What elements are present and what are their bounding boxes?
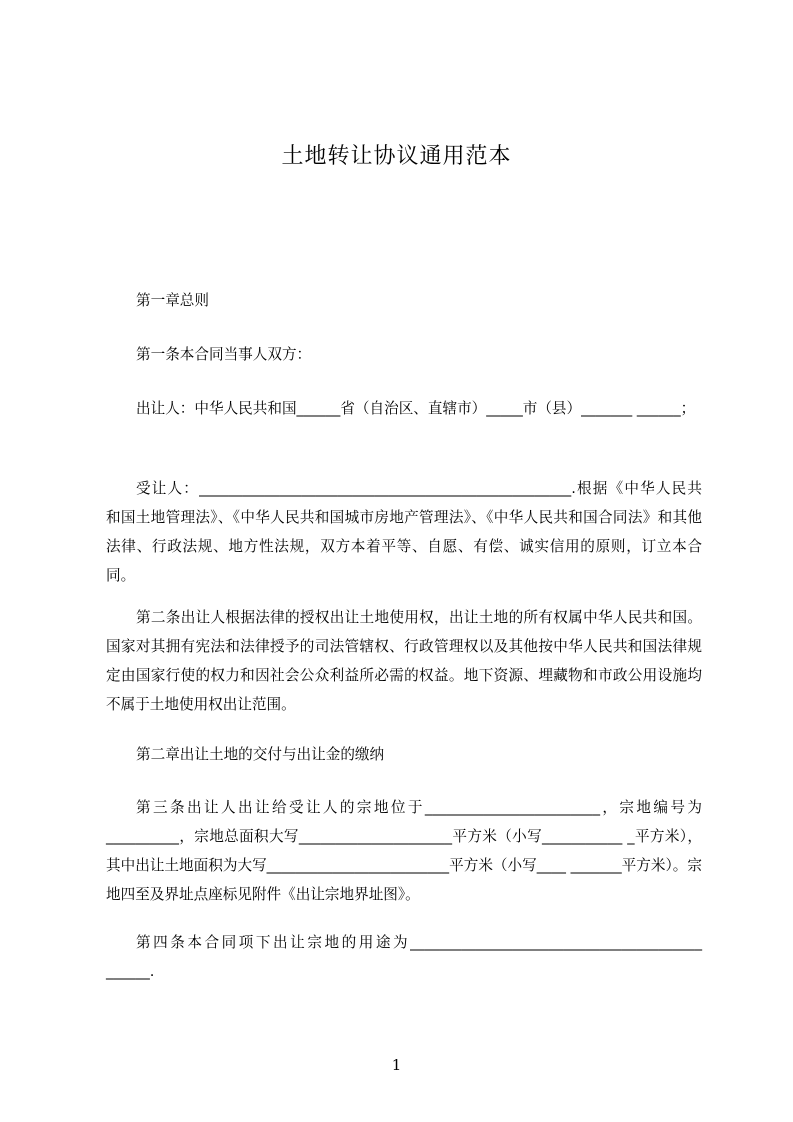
- article-2-paragraph: 第二条出让人根据法律的授权出让土地使用权，出让土地的所有权属中华人民共和国。国家对其拥有宪法和法律授予的司法管辖权、行政管理权以及其他按中华人民共和国法律规定由国家行使的权力和因社会公众利益所必需的权益。地下资源、埋藏物和市政公用设施均不属于土地使用权出让范围。: [106, 609, 702, 713]
- article-1-heading: 第一条本合同当事人双方：: [136, 346, 312, 363]
- transferor-paragraph: 出让人：中华人民共和国______省（自治区、直辖市）_____市（县）_______ ______；: [136, 400, 696, 417]
- chapter-2-heading: 第二章出让土地的交付与出让金的缴纳: [136, 746, 385, 763]
- page-number: 1: [391, 1056, 402, 1074]
- article-4-paragraph: 第四条本合同项下出让宗地的用途为________________________________________ ______.: [106, 934, 702, 980]
- article-3-paragraph: 第三条出让人出让给受让人的宗地位于________________________，宗地编号为__________，宗地总面积大写_____________________平方米（小写___________ _平方米），其中出让土地面积为大写_________________________平方米（小写____ _______平方米）。宗地四至及界址点座标见附件《出让宗地界址图》。: [106, 799, 702, 903]
- transferee-paragraph: 受让人：___________________________________________________.根据《中华人民共和国土地管理法》、《中华人民共和国城市房地产管理法》、《中华人民共和国合同法》和其他法律、行政法规、地方性法规，双方本着平等、自愿、有偿、诚实信用的原则，订立本合同。: [106, 480, 702, 584]
- chapter-1-heading: 第一章总则: [136, 292, 209, 309]
- document-title: 土地转让协议通用范本: [281, 144, 512, 169]
